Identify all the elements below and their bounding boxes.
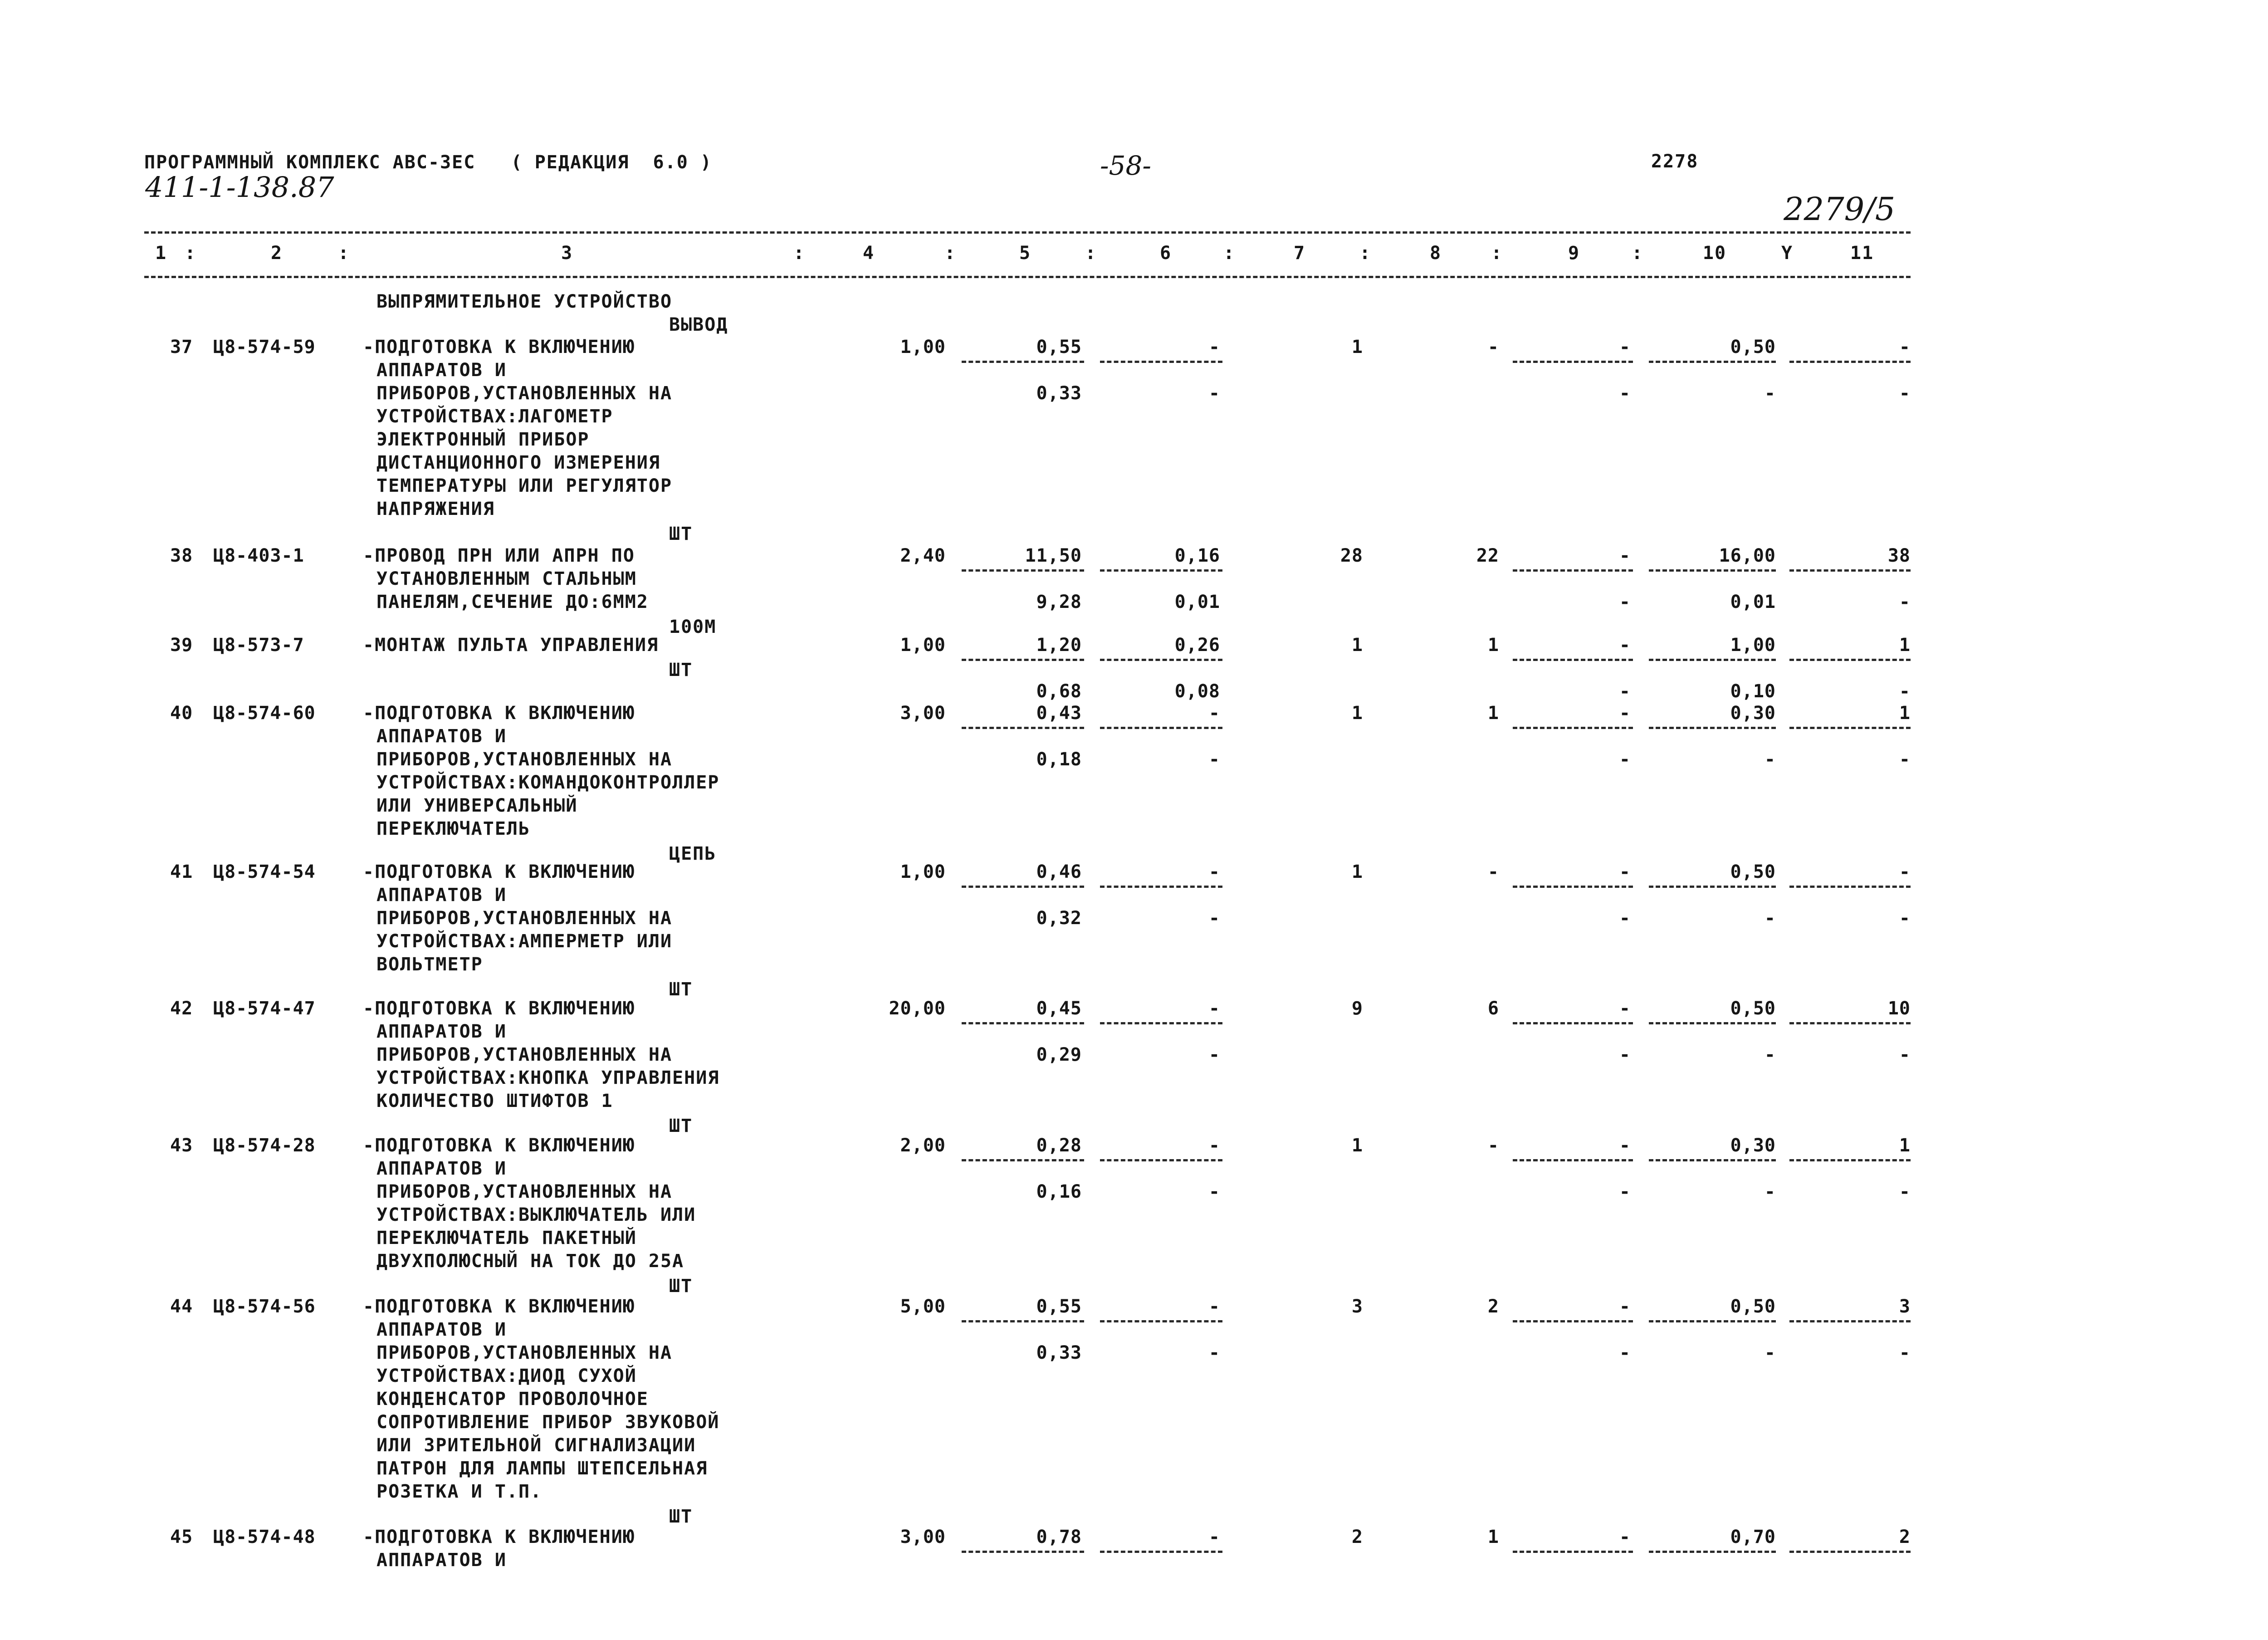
separator-dash — [962, 659, 1084, 661]
description-line: ПРИБОРОВ,УСТАНОВЛЕННЫХ НА — [376, 908, 673, 929]
description-line: КОЛИЧЕСТВО ШТИФТОВ 1 — [376, 1091, 613, 1111]
description-line: ПРИБОРОВ,УСТАНОВЛЕННЫХ НА — [376, 383, 673, 404]
description-line: ЭЛЕКТРОННЫЙ ПРИБОР — [376, 429, 590, 450]
column-header-1: : — [184, 243, 197, 264]
value-top: 0,26 — [1174, 635, 1220, 656]
description-line: ПАНЕЛЯМ,СЕЧЕНИЕ ДО:6ММ2 — [376, 592, 649, 612]
value-top: 11,50 — [1025, 545, 1082, 566]
separator-dash — [962, 1022, 1084, 1024]
value-top: 3,00 — [900, 1527, 946, 1547]
column-header-5: : — [793, 243, 806, 264]
unit-of-measure: ЦЕПЬ — [669, 843, 717, 864]
description-line: -ПОДГОТОВКА К ВКЛЮЧЕНИЮ — [363, 1135, 635, 1156]
value-bottom: - — [1208, 383, 1220, 404]
separator-dash — [1100, 1022, 1222, 1024]
row-number: 37 — [170, 337, 193, 357]
separator-dash — [1789, 1159, 1911, 1161]
value-bottom: - — [1208, 749, 1220, 770]
column-header-6: 4 — [862, 243, 875, 264]
column-header-19: Y — [1781, 243, 1794, 264]
unit-of-measure: ШТ — [669, 1276, 693, 1297]
separator-dash — [1789, 361, 1911, 363]
value-top: - — [1619, 1296, 1631, 1317]
column-header-9: : — [1085, 243, 1097, 264]
description-line: -ПОДГОТОВКА К ВКЛЮЧЕНИЮ — [363, 862, 635, 882]
page-number: -58- — [1100, 150, 1151, 181]
description-line: ДВУХПОЛЮСНЫЙ НА ТОК ДО 25А — [376, 1251, 684, 1272]
row-number: 45 — [170, 1527, 193, 1547]
description-line: УСТРОЙСТВАХ:ДИОД СУХОЙ — [376, 1366, 637, 1386]
column-header-11: : — [1223, 243, 1236, 264]
unit-of-measure: ШТ — [669, 1506, 693, 1527]
column-header-4: 3 — [561, 243, 573, 264]
description-line: ВОЛЬТМЕТР — [376, 954, 483, 975]
value-top: 28 — [1340, 545, 1363, 566]
value-bottom: 0,33 — [1036, 1342, 1082, 1363]
value-top: 0,45 — [1036, 998, 1082, 1019]
value-top: - — [1619, 545, 1631, 566]
value-bottom: - — [1764, 1342, 1776, 1363]
value-bottom: 0,29 — [1036, 1044, 1082, 1065]
separator-dash — [1100, 1159, 1222, 1161]
sheet-number: 2278 — [1651, 151, 1699, 172]
value-bottom: - — [1619, 1181, 1631, 1202]
value-top: 1,00 — [1730, 635, 1776, 656]
separator-dash — [1789, 727, 1911, 729]
separator-dash — [1649, 1159, 1776, 1161]
value-top: 0,46 — [1036, 862, 1082, 882]
value-top: 1 — [1351, 862, 1363, 882]
value-bottom: - — [1619, 749, 1631, 770]
separator-dash — [962, 886, 1084, 888]
value-top: 1,00 — [900, 635, 946, 656]
description-line: ДИСТАНЦИОННОГО ИЗМЕРЕНИЯ — [376, 452, 660, 473]
row-number: 42 — [170, 998, 193, 1019]
column-header-17: : — [1631, 243, 1644, 264]
value-top: 1 — [1487, 635, 1499, 656]
separator-dash — [1649, 1320, 1776, 1322]
unit-of-measure: ШТ — [669, 660, 693, 680]
value-bottom: - — [1619, 681, 1631, 702]
separator-dash — [1513, 886, 1633, 888]
value-top: - — [1619, 862, 1631, 882]
value-top: - — [1208, 1296, 1220, 1317]
separator-dash — [1649, 1022, 1776, 1024]
description-line: АППАРАТОВ И — [376, 1021, 507, 1042]
value-top: 1 — [1899, 1135, 1911, 1156]
column-header-2: 2 — [270, 243, 283, 264]
separator-dash — [1789, 1320, 1911, 1322]
value-bottom: - — [1764, 749, 1776, 770]
separator-dash — [962, 569, 1084, 572]
separator-dash — [1649, 886, 1776, 888]
separator-dash — [962, 361, 1084, 363]
value-top: 1 — [1351, 703, 1363, 724]
value-bottom: - — [1899, 908, 1911, 929]
value-top: 3 — [1351, 1296, 1363, 1317]
separator-dash — [1649, 727, 1776, 729]
description-line: УСТРОЙСТВАХ:ЛАГОМЕТР — [376, 406, 613, 427]
value-top: - — [1487, 1135, 1499, 1156]
column-header-8: 5 — [1019, 243, 1031, 264]
separator-dash — [1100, 727, 1222, 729]
value-bottom: - — [1899, 1342, 1911, 1363]
value-top: 0,30 — [1730, 703, 1776, 724]
value-top: 3 — [1899, 1296, 1911, 1317]
separator-dash — [1649, 659, 1776, 661]
value-top: - — [1487, 862, 1499, 882]
description-line: УСТРОЙСТВАХ:АМПЕРМЕТР ИЛИ — [376, 931, 673, 952]
separator-dash — [1513, 1320, 1633, 1322]
value-bottom: - — [1764, 1181, 1776, 1202]
description-line: -ПОДГОТОВКА К ВКЛЮЧЕНИЮ — [363, 337, 635, 357]
column-header-7: : — [944, 243, 957, 264]
separator-dash — [1789, 1551, 1911, 1553]
description-line: -ПРОВОД ПРН ИЛИ АПРН ПО — [363, 545, 635, 566]
separator-dash — [1513, 1551, 1633, 1553]
value-bottom: - — [1899, 1181, 1911, 1202]
preamble-unit: ВЫВОД — [669, 314, 728, 335]
value-top: 0,50 — [1730, 1296, 1776, 1317]
value-top: 2 — [1487, 1296, 1499, 1317]
value-top: - — [1619, 337, 1631, 357]
norm-code: Ц8-574-48 — [213, 1527, 316, 1547]
description-line: ПРИБОРОВ,УСТАНОВЛЕННЫХ НА — [376, 1044, 673, 1065]
value-top: 3,00 — [900, 703, 946, 724]
separator-dash — [1789, 659, 1911, 661]
separator-dash — [1513, 659, 1633, 661]
value-top: 16,00 — [1719, 545, 1776, 566]
unit-of-measure: ШТ — [669, 524, 693, 544]
norm-code: Ц8-574-60 — [213, 703, 316, 724]
separator-dash — [962, 1159, 1084, 1161]
value-top: 6 — [1487, 998, 1499, 1019]
header-top-rule — [144, 231, 1911, 234]
value-bottom: - — [1899, 749, 1911, 770]
column-header-10: 6 — [1159, 243, 1172, 264]
norm-code: Ц8-573-7 — [213, 635, 304, 656]
description-line: УСТРОЙСТВАХ:КОМАНДОКОНТРОЛЛЕР — [376, 772, 720, 793]
column-header-20: 11 — [1850, 243, 1874, 264]
value-top: 1 — [1899, 703, 1911, 724]
value-bottom: - — [1619, 908, 1631, 929]
separator-dash — [1649, 1551, 1776, 1553]
value-bottom: - — [1764, 383, 1776, 404]
separator-dash — [1100, 659, 1222, 661]
column-header-0: 1 — [155, 243, 167, 264]
value-bottom: 0,10 — [1730, 681, 1776, 702]
value-top: 1 — [1899, 635, 1911, 656]
description-line: ТЕМПЕРАТУРЫ ИЛИ РЕГУЛЯТОР — [376, 475, 673, 496]
value-bottom: 9,28 — [1036, 592, 1082, 612]
row-number: 38 — [170, 545, 193, 566]
value-top: 1 — [1351, 1135, 1363, 1156]
description-line: АППАРАТОВ И — [376, 1319, 507, 1340]
norm-code: Ц8-403-1 — [213, 545, 304, 566]
column-header-16: 9 — [1568, 243, 1580, 264]
row-number: 43 — [170, 1135, 193, 1156]
value-top: 1 — [1351, 635, 1363, 656]
value-top: 0,28 — [1036, 1135, 1082, 1156]
column-header-18: 10 — [1702, 243, 1727, 264]
description-line: АППАРАТОВ И — [376, 360, 507, 381]
value-bottom: - — [1619, 1044, 1631, 1065]
norm-code: Ц8-574-54 — [213, 862, 316, 882]
row-number: 40 — [170, 703, 193, 724]
value-top: 10 — [1887, 998, 1911, 1019]
description-line: КОНДЕНСАТОР ПРОВОЛОЧНОЕ — [376, 1389, 649, 1410]
value-top: - — [1208, 1527, 1220, 1547]
separator-dash — [1513, 727, 1633, 729]
value-top: 0,55 — [1036, 1296, 1082, 1317]
description-line: ПРИБОРОВ,УСТАНОВЛЕННЫХ НА — [376, 1342, 673, 1363]
separator-dash — [1513, 361, 1633, 363]
norm-code: Ц8-574-28 — [213, 1135, 316, 1156]
value-top: 2 — [1899, 1527, 1911, 1547]
separator-dash — [962, 727, 1084, 729]
separator-dash — [1649, 361, 1776, 363]
description-line: ПЕРЕКЛЮЧАТЕЛЬ — [376, 818, 531, 839]
separator-dash — [1513, 1159, 1633, 1161]
value-bottom: - — [1208, 1044, 1220, 1065]
description-line: ПЕРЕКЛЮЧАТЕЛЬ ПАКЕТНЫЙ — [376, 1228, 637, 1248]
value-bottom: - — [1899, 383, 1911, 404]
value-bottom: - — [1619, 383, 1631, 404]
value-bottom: 0,01 — [1730, 592, 1776, 612]
separator-dash — [1100, 1551, 1222, 1553]
value-top: 2,00 — [900, 1135, 946, 1156]
value-top: 0,30 — [1730, 1135, 1776, 1156]
value-top: - — [1619, 998, 1631, 1019]
value-bottom: 0,08 — [1174, 681, 1220, 702]
value-top: 0,70 — [1730, 1527, 1776, 1547]
description-line: -ПОДГОТОВКА К ВКЛЮЧЕНИЮ — [363, 998, 635, 1019]
description-line: -ПОДГОТОВКА К ВКЛЮЧЕНИЮ — [363, 703, 635, 724]
value-top: 1,00 — [900, 862, 946, 882]
description-line: УСТРОЙСТВАХ:ВЫКЛЮЧАТЕЛЬ ИЛИ — [376, 1204, 696, 1225]
description-line: -ПОДГОТОВКА К ВКЛЮЧЕНИЮ — [363, 1527, 635, 1547]
description-line: УСТРОЙСТВАХ:КНОПКА УПРАВЛЕНИЯ — [376, 1067, 720, 1088]
separator-dash — [1100, 1320, 1222, 1322]
value-top: - — [1487, 337, 1499, 357]
column-header-3: : — [337, 243, 350, 264]
separator-dash — [1100, 361, 1222, 363]
value-top: - — [1619, 703, 1631, 724]
description-line: УСТАНОВЛЕННЫМ СТАЛЬНЫМ — [376, 568, 637, 589]
value-bottom: - — [1208, 1342, 1220, 1363]
column-header-12: 7 — [1293, 243, 1306, 264]
value-bottom: 0,33 — [1036, 383, 1082, 404]
norm-code: Ц8-574-56 — [213, 1296, 316, 1317]
norm-code: Ц8-574-47 — [213, 998, 316, 1019]
value-top: - — [1208, 862, 1220, 882]
unit-of-measure: 100М — [669, 617, 717, 637]
value-bottom: - — [1208, 1181, 1220, 1202]
value-bottom: - — [1619, 592, 1631, 612]
value-top: - — [1619, 635, 1631, 656]
value-top: 0,50 — [1730, 862, 1776, 882]
description-line: РОЗЕТКА И Т.П. — [376, 1481, 543, 1502]
value-top: 2,40 — [900, 545, 946, 566]
description-line: -МОНТАЖ ПУЛЬТА УПРАВЛЕНИЯ — [363, 635, 659, 656]
value-top: 1,00 — [900, 337, 946, 357]
value-bottom: 0,32 — [1036, 908, 1082, 929]
description-line: АППАРАТОВ И — [376, 726, 507, 747]
description-line: АППАРАТОВ И — [376, 1550, 507, 1571]
description-line: АППАРАТОВ И — [376, 885, 507, 906]
value-top: 0,78 — [1036, 1527, 1082, 1547]
value-top: 0,50 — [1730, 998, 1776, 1019]
separator-dash — [1789, 1022, 1911, 1024]
value-top: 0,16 — [1174, 545, 1220, 566]
value-bottom: - — [1619, 1342, 1631, 1363]
document-code: 411-1-138.87 — [145, 171, 334, 204]
column-header-15: : — [1491, 243, 1503, 264]
value-top: 1 — [1351, 337, 1363, 357]
value-bottom: - — [1899, 1044, 1911, 1065]
value-top: 9 — [1351, 998, 1363, 1019]
separator-dash — [1789, 569, 1911, 572]
value-top: - — [1208, 703, 1220, 724]
row-number: 44 — [170, 1296, 193, 1317]
separator-dash — [1513, 1022, 1633, 1024]
value-top: 1 — [1487, 1527, 1499, 1547]
description-line: ИЛИ УНИВЕРСАЛЬНЫЙ — [376, 795, 578, 816]
value-top: - — [1208, 1135, 1220, 1156]
value-top: 1,20 — [1036, 635, 1082, 656]
value-top: 5,00 — [900, 1296, 946, 1317]
description-line: СОПРОТИВЛЕНИЕ ПРИБОР ЗВУКОВОЙ — [376, 1412, 720, 1433]
separator-dash — [1513, 569, 1633, 572]
separator-dash — [1789, 886, 1911, 888]
value-top: - — [1899, 862, 1911, 882]
value-bottom: - — [1764, 1044, 1776, 1065]
description-line: ПРИБОРОВ,УСТАНОВЛЕННЫХ НА — [376, 749, 673, 770]
value-bottom: - — [1899, 681, 1911, 702]
row-number: 41 — [170, 862, 193, 882]
separator-dash — [962, 1320, 1084, 1322]
value-top: - — [1619, 1135, 1631, 1156]
value-top: - — [1208, 998, 1220, 1019]
value-bottom: 0,16 — [1036, 1181, 1082, 1202]
column-header-13: : — [1359, 243, 1372, 264]
value-top: 0,55 — [1036, 337, 1082, 357]
norm-code: Ц8-574-59 — [213, 337, 316, 357]
description-line: НАПРЯЖЕНИЯ — [376, 499, 495, 519]
value-top: 0,43 — [1036, 703, 1082, 724]
value-bottom: - — [1899, 592, 1911, 612]
program-title: ПРОГРАММНЫЙ КОМПЛЕКС АВС-3ЕС ( РЕДАКЦИЯ 6.0 ) — [144, 152, 712, 173]
value-top: - — [1208, 337, 1220, 357]
value-bottom: 0,18 — [1036, 749, 1082, 770]
value-top: 2 — [1351, 1527, 1363, 1547]
description-line: -ПОДГОТОВКА К ВКЛЮЧЕНИЮ — [363, 1296, 635, 1317]
unit-of-measure: ШТ — [669, 979, 693, 1000]
separator-dash — [1100, 569, 1222, 572]
row-number: 39 — [170, 635, 193, 656]
value-top: - — [1619, 1527, 1631, 1547]
value-top: 1 — [1487, 703, 1499, 724]
value-bottom: 0,01 — [1174, 592, 1220, 612]
value-bottom: - — [1208, 908, 1220, 929]
value-bottom: 0,68 — [1036, 681, 1082, 702]
separator-dash — [1649, 569, 1776, 572]
header-bottom-rule — [144, 276, 1911, 278]
value-bottom: - — [1764, 908, 1776, 929]
separator-dash — [1100, 886, 1222, 888]
description-line: ПАТРОН ДЛЯ ЛАМПЫ ШТЕПСЕЛЬНАЯ — [376, 1458, 708, 1479]
description-line: ПРИБОРОВ,УСТАНОВЛЕННЫХ НА — [376, 1181, 673, 1202]
separator-dash — [962, 1551, 1084, 1553]
stamp-number: 2279/5 — [1784, 191, 1896, 228]
value-top: 0,50 — [1730, 337, 1776, 357]
description-line: АППАРАТОВ И — [376, 1158, 507, 1179]
unit-of-measure: ШТ — [669, 1116, 693, 1136]
preamble-line: ВЫПРЯМИТЕЛЬНОЕ УСТРОЙСТВО — [376, 291, 673, 312]
value-top: - — [1899, 337, 1911, 357]
value-top: 22 — [1476, 545, 1499, 566]
description-line: ИЛИ ЗРИТЕЛЬНОЙ СИГНАЛИЗАЦИИ — [376, 1435, 696, 1456]
value-top: 38 — [1887, 545, 1911, 566]
column-header-14: 8 — [1429, 243, 1442, 264]
value-top: 20,00 — [889, 998, 946, 1019]
